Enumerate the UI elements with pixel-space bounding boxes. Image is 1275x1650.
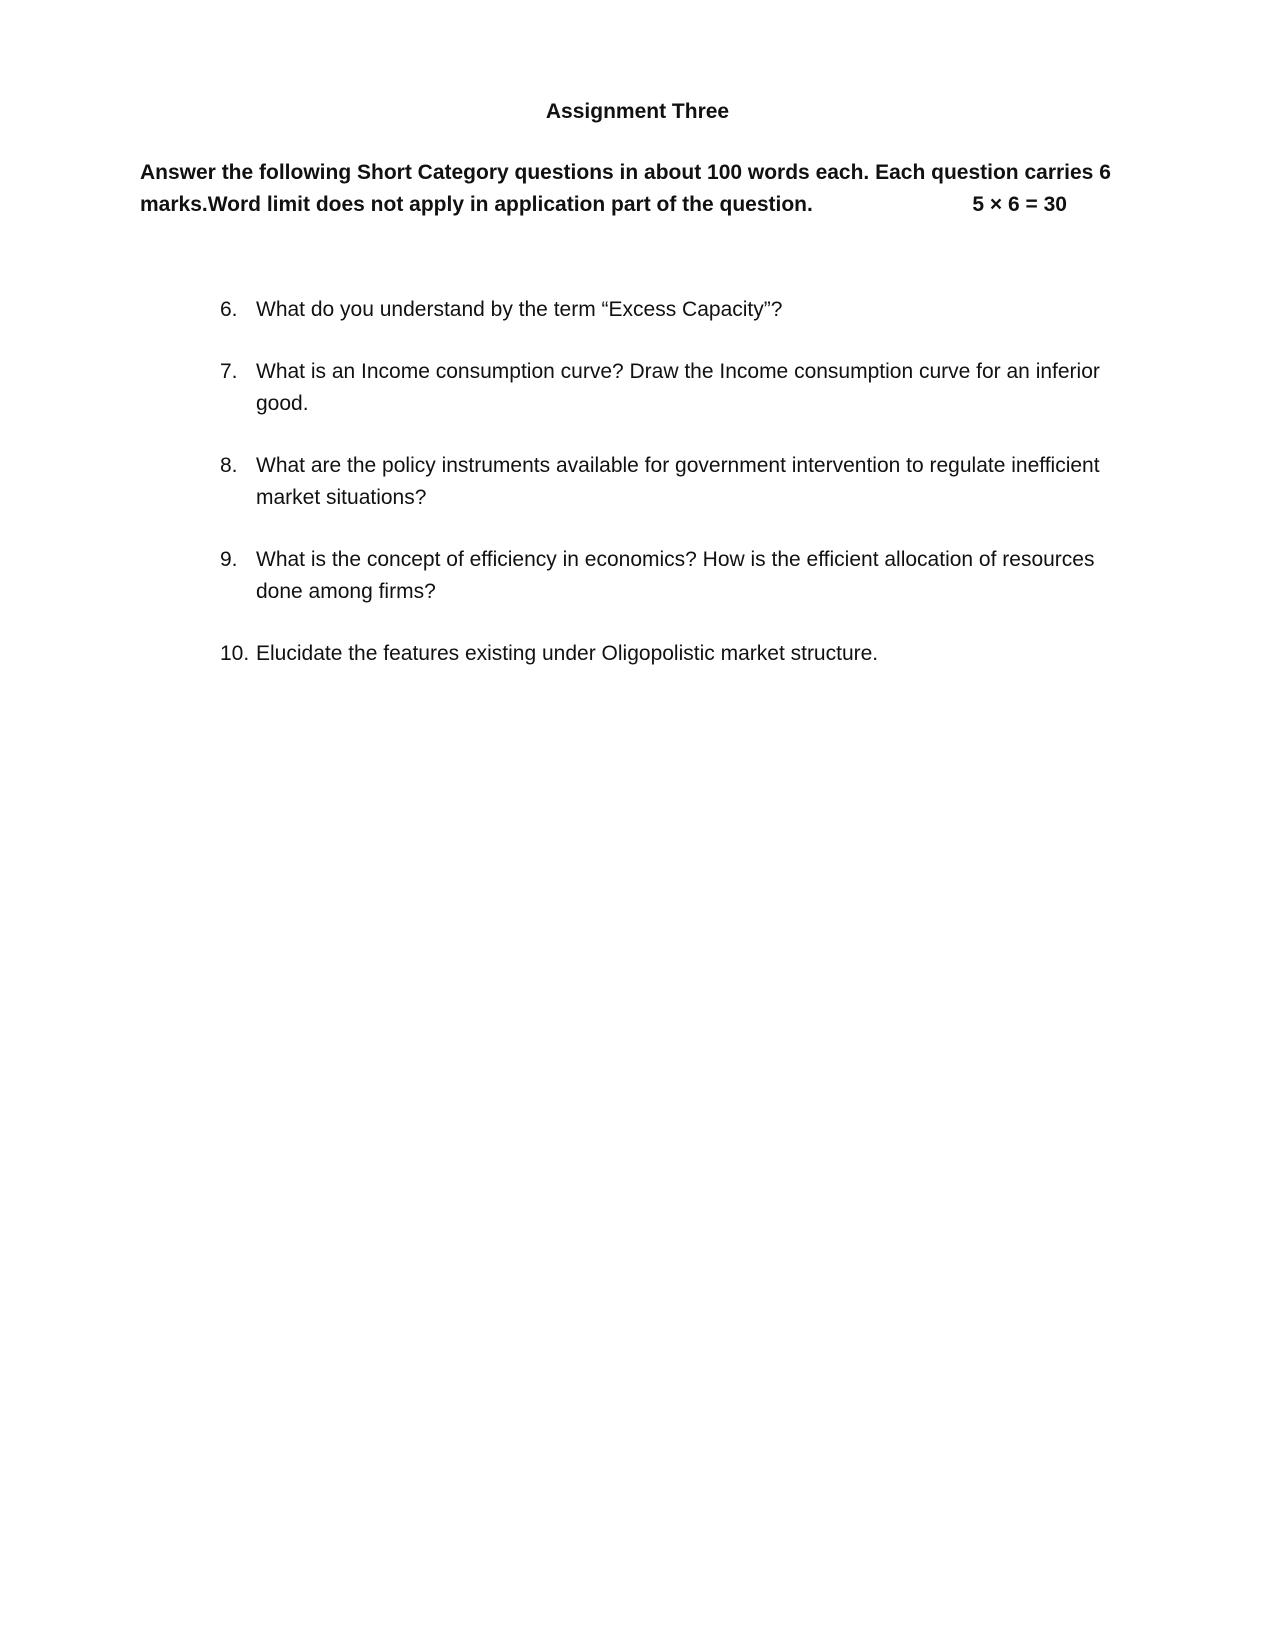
instructions-text: Answer the following Short Category questions in about 100 words each. Each question carries 6 marks.Word limit does not apply in application part of the question.: [140, 161, 1111, 216]
question-text: What are the policy instruments available for government intervention to regulate inefficient market situations?: [256, 454, 1100, 509]
marks-total: 5 × 6 = 30: [972, 193, 1067, 216]
question-list: [140, 294, 1135, 670]
question-number: 6.: [220, 298, 238, 321]
page-title: Assignment Three: [545, 100, 730, 123]
question-text: Elucidate the features existing under Oligopolistic market structure.: [256, 642, 879, 665]
question-item-10: [220, 638, 1135, 670]
question-text: What is the concept of efficiency in economics? How is the efficient allocation of resources done among firms?: [256, 548, 1095, 603]
question-item-7: [220, 356, 1135, 420]
question-number: 10.: [220, 642, 250, 665]
question-text: What is an Income consumption curve? Draw the Income consumption curve for an inferior good.: [256, 360, 1100, 415]
question-item-6: [220, 294, 1135, 326]
question-item-8: [220, 450, 1135, 514]
instructions-paragraph: [140, 157, 1135, 221]
question-number: 7.: [220, 360, 238, 383]
question-number: 9.: [220, 548, 238, 571]
question-item-9: [220, 544, 1135, 608]
question-number: 8.: [220, 454, 238, 477]
question-text: What do you understand by the term “Excess Capacity”?: [256, 298, 783, 321]
